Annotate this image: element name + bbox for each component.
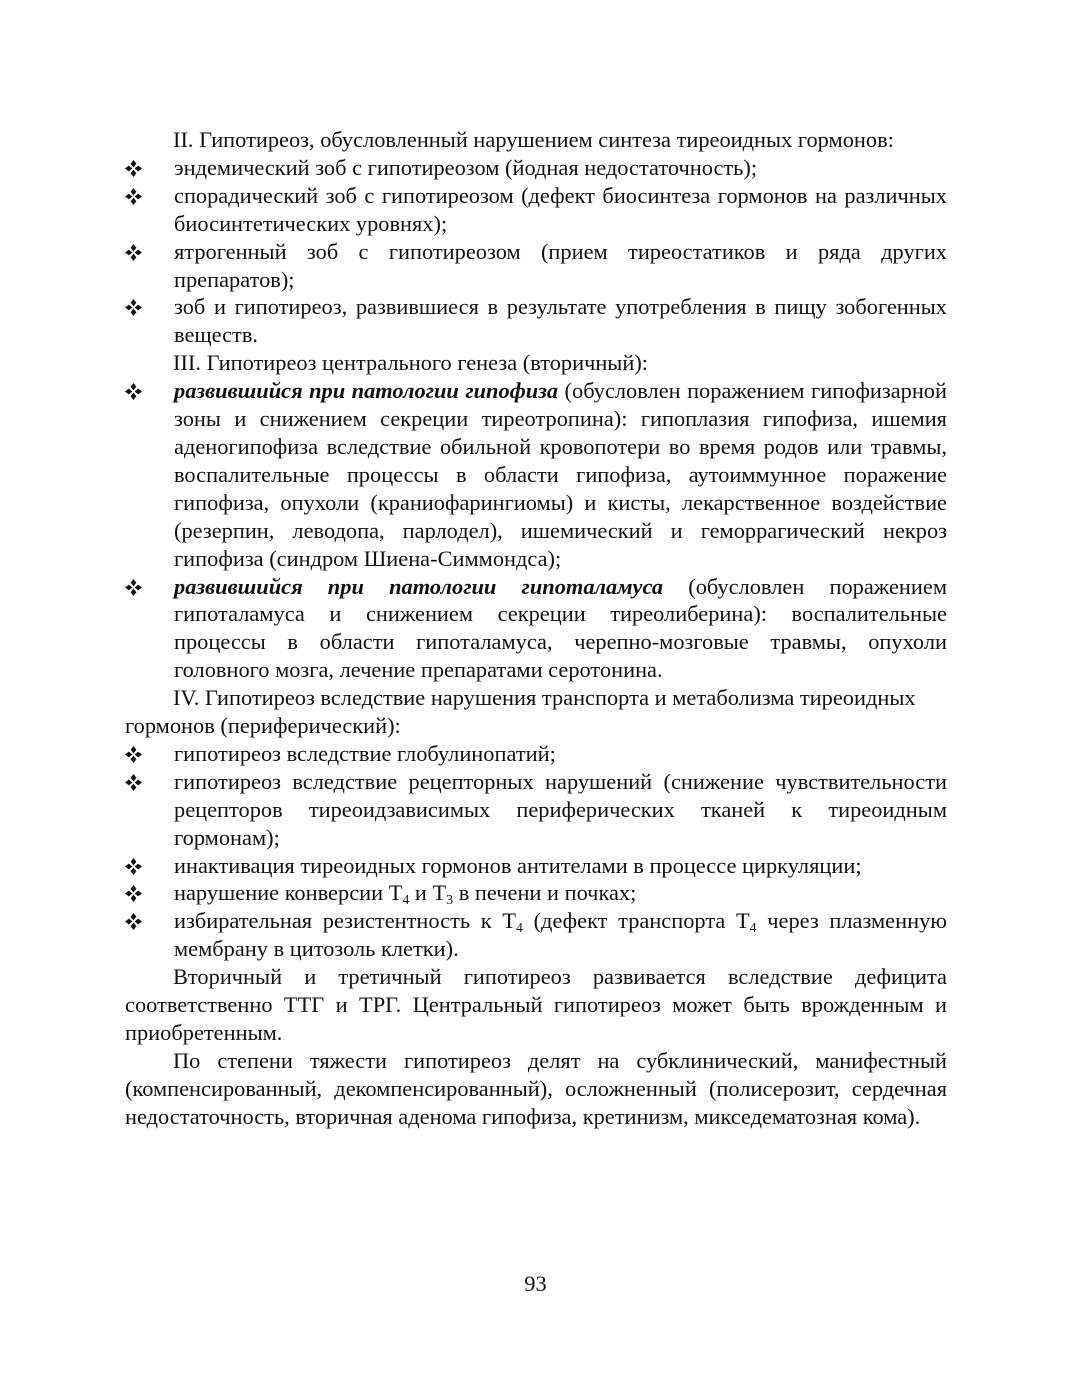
page-number: 93 bbox=[524, 1271, 547, 1296]
diamond-bullet-icon bbox=[125, 244, 142, 261]
list-item: развившийся при патологии гипофиза (обусловлен поражением гипофизарной зоны и снижением секреции тиреотропина): гипоплазия гипофиза, ишемия аденогипофиза вследствие обильной кровопотери во время родов или травмы, воспалительные процессы в области гипофиза, аутоиммунное поражение гипофиза, опухоли (краниофарингиомы) и кисты, лекарственное воздействие (резерпин, леводопа, парлодел), ишемический и геморрагический некроз гипофиза (синдром Шиена-Симмондса); bbox=[125, 377, 947, 572]
list-item: избирательная резистентность к $Т_4$ (дефект транспорта $Т_4$ через плазменную мембрану в цитозоль клетки). bbox=[125, 907, 947, 963]
list-item: спорадический зоб с гипотиреозом (дефект биосинтеза гормонов на различных биосинтетических уровнях); bbox=[125, 182, 947, 238]
bullet-list-4 bbox=[125, 740, 947, 963]
list-item: гипотиреоз вследствие глобулинопатий; bbox=[125, 740, 947, 768]
list-item: эндемический зоб с гипотиреозом (йодная недостаточность); bbox=[125, 154, 947, 182]
diamond-bullet-icon bbox=[125, 858, 142, 875]
section-heading-4: IV. Гипотиреоз вследствие нарушения транспорта и метаболизма тиреоидных гормонов (периферический): bbox=[125, 685, 916, 739]
list-item: ятрогенный зоб с гипотиреозом (прием тиреостатиков и ряда других препаратов); bbox=[125, 238, 947, 294]
document-page bbox=[125, 126, 947, 1131]
diamond-bullet-icon bbox=[125, 774, 142, 791]
diamond-bullet-icon bbox=[125, 299, 142, 316]
diamond-bullet-icon bbox=[125, 383, 142, 400]
diamond-bullet-icon bbox=[125, 160, 142, 177]
diamond-bullet-icon bbox=[125, 746, 142, 763]
section-heading-3: III. Гипотиреоз центрального генеза (вторичный): bbox=[173, 350, 649, 376]
diamond-bullet-icon bbox=[125, 913, 142, 930]
list-item: гипотиреоз вследствие рецепторных нарушений (снижение чувствительности рецепторов тиреоидзависимых периферических тканей к тиреоидным гормонам); bbox=[125, 768, 947, 852]
emphasis-term: развившийся при патологии гипофиза bbox=[174, 378, 559, 404]
emphasis-term: развившийся при патологии гипоталамуса bbox=[174, 573, 664, 599]
diamond-bullet-icon bbox=[125, 885, 142, 902]
list-item: зоб и гипотиреоз, развившиеся в результате употребления в пищу зобогенных веществ. bbox=[125, 293, 947, 349]
body-paragraph: По степени тяжести гипотиреоз делят на субклинический, манифестный (компенсированный, декомпенсированный), осложненный (полисерозит, сердечная недостаточность, вторичная аденома гипофиза, кретинизм, микседематозная кома). bbox=[125, 1047, 947, 1129]
list-item: нарушение конверсии $Т_4$ и $Т_3$ в печени и почках; bbox=[125, 879, 947, 907]
diamond-bullet-icon bbox=[125, 188, 142, 205]
list-item: инактивация тиреоидных гормонов антителами в процессе циркуляции; bbox=[125, 852, 947, 880]
bullet-list-2 bbox=[125, 154, 947, 349]
diamond-bullet-icon bbox=[125, 579, 142, 596]
bullet-list-3 bbox=[125, 377, 947, 684]
body-paragraph: Вторичный и третичный гипотиреоз развивается вследствие дефицита соответственно ТТГ и ТРГ. Центральный гипотиреоз может быть врожденным и приобретенным. bbox=[125, 964, 947, 1045]
list-item: развившийся при патологии гипоталамуса (обусловлен поражением гипоталамуса и снижением секреции тиреолиберина): воспалительные процессы в области гипоталамуса, черепно-мозговые травмы, опухоли головного мозга, лечение препаратами серотонина. bbox=[125, 573, 947, 685]
section-heading-2: II. Гипотиреоз, обусловленный нарушением синтеза тиреоидных гормонов: bbox=[173, 127, 894, 152]
